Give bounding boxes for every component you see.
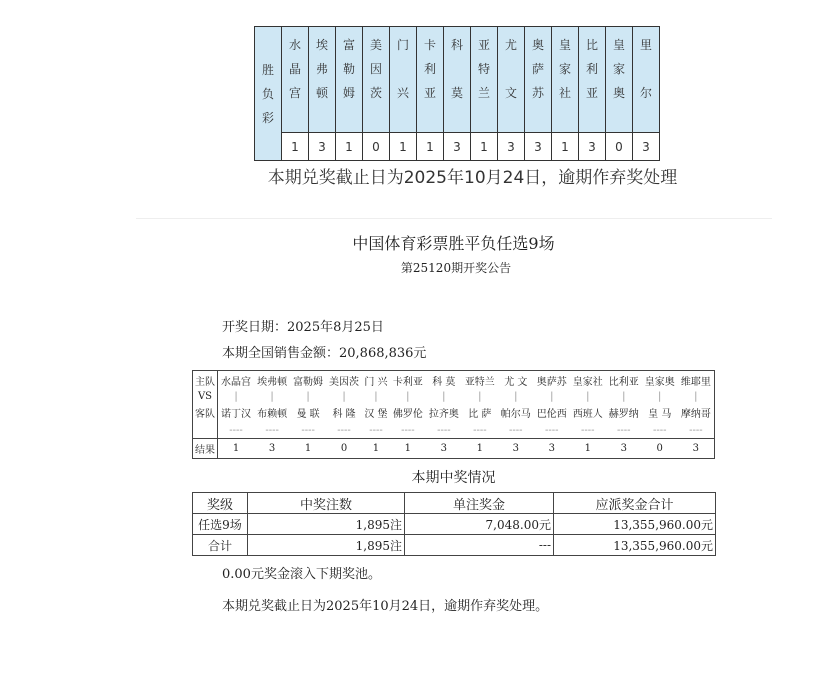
prize-row — [193, 535, 716, 556]
match-result: 3 — [678, 439, 715, 459]
match-result: 1 — [462, 439, 498, 459]
match-result: 1 — [290, 439, 326, 459]
col-header: 单注奖金 — [405, 493, 554, 514]
lottery-type-cell — [255, 27, 282, 161]
col-header: 中奖注数 — [248, 493, 405, 514]
total-prize: 13,355,960.00元 — [554, 514, 716, 535]
vs-separator: | — [550, 391, 554, 403]
team-char: 埃 — [315, 38, 328, 52]
home-team: 维耶里 — [680, 376, 711, 388]
top-results-table — [254, 26, 660, 161]
away-team: 布赖顿 — [257, 409, 288, 421]
away-team: 赫罗纳 — [608, 409, 639, 421]
away-team: 巴伦西 — [536, 409, 567, 421]
team-char: 门 — [396, 38, 409, 52]
team-char: 科 — [450, 38, 463, 52]
team-char: 美 — [369, 38, 382, 52]
team-cell — [336, 27, 363, 133]
prize-level: 合计 — [193, 535, 248, 556]
home-team: 卡利亚 — [392, 376, 423, 388]
dash-separator: ---- — [337, 424, 351, 436]
dash-separator: ---- — [437, 424, 451, 436]
team-cell — [552, 27, 579, 133]
result-row — [193, 439, 715, 459]
team-char: 奥 — [531, 38, 544, 52]
team-cell — [309, 27, 336, 133]
team-char: 苏 — [531, 86, 544, 100]
team-cell — [525, 27, 552, 133]
result-cell: 1 — [336, 133, 363, 161]
match-result: 1 — [218, 439, 255, 459]
team-cell — [390, 27, 417, 133]
team-char: 亚 — [477, 38, 490, 52]
team-char: 兰 — [477, 86, 490, 100]
away-team: 比 萨 — [468, 409, 492, 421]
vs-separator: | — [478, 391, 482, 403]
vs-row — [193, 390, 715, 404]
away-team: 汉 堡 — [364, 409, 388, 421]
team-char: 姆 — [342, 86, 355, 100]
col-header: 奖级 — [193, 493, 248, 514]
dash-separator: ---- — [265, 424, 279, 436]
home-team: 尤 文 — [504, 376, 528, 388]
home-team: 埃弗顿 — [257, 376, 288, 388]
team-char: 宫 — [288, 86, 301, 100]
team-char: 里 — [639, 38, 652, 52]
vs-separator: | — [270, 391, 274, 403]
match-result: 1 — [570, 439, 606, 459]
vs-separator: | — [234, 391, 238, 403]
deadline-notice: 本期兑奖截止日为2025年10月24日，逾期作弃奖处理 — [267, 168, 678, 188]
team-char: 顿 — [315, 86, 328, 100]
header-char: 胜 — [261, 62, 274, 77]
prize-header-row — [193, 493, 716, 514]
vs-separator: | — [406, 391, 410, 403]
team-char: 萨 — [531, 62, 544, 76]
away-team: 皇 马 — [648, 409, 672, 421]
away-team: 科 隆 — [332, 409, 356, 421]
spacer-label — [193, 422, 218, 439]
match-result: 1 — [390, 439, 426, 459]
dash-separator: ---- — [689, 424, 703, 436]
result-cell: 1 — [417, 133, 444, 161]
team-char: 勒 — [342, 62, 355, 76]
result-cell: 3 — [444, 133, 471, 161]
dash-separator: ---- — [509, 424, 523, 436]
away-label: 客队 — [193, 403, 218, 422]
team-char — [498, 57, 524, 81]
home-row — [193, 371, 715, 390]
match-result: 3 — [606, 439, 642, 459]
prize-level: 任选9场 — [193, 514, 248, 535]
header-char: 负 — [261, 86, 274, 101]
team-cell — [417, 27, 444, 133]
team-char: 文 — [504, 86, 517, 100]
team-char: 富 — [342, 38, 355, 52]
winner-count: 1,895注 — [248, 535, 405, 556]
dash-separator: ---- — [545, 424, 559, 436]
vs-separator: | — [658, 391, 662, 403]
vs-label: VS — [193, 390, 218, 404]
team-char: 社 — [558, 86, 571, 100]
team-char: 比 — [585, 38, 598, 52]
dash-separator: ---- — [652, 424, 667, 436]
team-cell — [363, 27, 390, 133]
team-cell — [633, 27, 660, 133]
match-result: 0 — [326, 439, 362, 459]
vs-separator: | — [514, 391, 518, 403]
away-team: 西班人 — [572, 409, 603, 421]
home-team: 水晶宫 — [221, 376, 252, 388]
team-char: 莫 — [450, 86, 463, 100]
team-char: 茨 — [369, 86, 382, 100]
home-label: 主队 — [193, 371, 218, 390]
match-result: 3 — [426, 439, 462, 459]
team-char: 因 — [369, 62, 382, 76]
result-cell: 3 — [498, 133, 525, 161]
header-char: 彩 — [261, 110, 274, 125]
team-char: 尔 — [639, 86, 652, 100]
team-char: 利 — [423, 62, 436, 76]
divider — [136, 218, 772, 219]
team-char: 兴 — [396, 86, 409, 100]
draw-date: 开奖日期：2025年8月25日 — [222, 320, 384, 335]
team-char: 亚 — [423, 86, 436, 100]
announcement-title: 中国体育彩票胜平负任选9场 — [352, 234, 555, 253]
result-cell: 3 — [309, 133, 336, 161]
vs-separator: | — [586, 391, 590, 403]
team-char: 水 — [288, 38, 301, 52]
result-cell: 1 — [552, 133, 579, 161]
spacer-row — [193, 422, 715, 439]
match-result: 0 — [642, 439, 678, 459]
rollover-note: 0.00元奖金滚入下期奖池。 — [222, 567, 381, 582]
unit-prize: 7,048.00元 — [405, 514, 554, 535]
home-team: 比利亚 — [608, 376, 639, 388]
away-team: 帕尔马 — [500, 409, 531, 421]
team-cell — [498, 27, 525, 133]
vs-separator: | — [442, 391, 446, 403]
away-team: 诺丁汉 — [221, 409, 252, 421]
match-result: 3 — [534, 439, 570, 459]
team-char: 尤 — [504, 38, 517, 52]
team-names-row — [255, 27, 660, 133]
result-cell: 3 — [633, 133, 660, 161]
team-char: 特 — [477, 62, 490, 76]
match-result: 1 — [362, 439, 390, 459]
vs-separator: | — [622, 391, 626, 403]
col-header: 应派奖金合计 — [554, 493, 716, 514]
winner-count: 1,895注 — [248, 514, 405, 535]
total-prize: 13,355,960.00元 — [554, 535, 716, 556]
away-team: 曼 联 — [296, 409, 320, 421]
team-char: 皇 — [558, 38, 571, 52]
away-team: 摩纳哥 — [680, 409, 711, 421]
away-team: 佛罗伦 — [392, 409, 423, 421]
match-result: 3 — [254, 439, 290, 459]
team-char — [633, 57, 659, 81]
team-cell — [606, 27, 633, 133]
prize-heading: 本期中奖情况 — [411, 470, 496, 486]
home-team: 亚特兰 — [464, 376, 495, 388]
result-cell: 1 — [282, 133, 309, 161]
prize-row — [193, 514, 716, 535]
dash-separator: ---- — [369, 424, 383, 436]
team-char — [444, 57, 470, 81]
team-char: 利 — [585, 62, 598, 76]
result-label: 结果 — [193, 439, 218, 459]
result-cell: 3 — [579, 133, 606, 161]
match-result: 3 — [498, 439, 534, 459]
dash-separator: ---- — [229, 424, 243, 436]
announcement-subtitle: 第25120期开奖公告 — [400, 261, 512, 275]
team-char: 家 — [612, 62, 625, 76]
team-char: 晶 — [288, 62, 301, 76]
vs-separator: | — [374, 391, 378, 403]
dash-separator: ---- — [617, 424, 631, 436]
dash-separator: ---- — [401, 424, 415, 436]
dash-separator: ---- — [581, 424, 595, 436]
team-char — [390, 57, 416, 81]
home-team: 科 莫 — [432, 376, 456, 388]
home-team: 门 兴 — [364, 376, 388, 388]
team-char: 家 — [558, 62, 571, 76]
team-cell — [444, 27, 471, 133]
team-char: 弗 — [315, 62, 328, 76]
away-team: 拉齐奥 — [428, 409, 459, 421]
team-char: 奥 — [612, 86, 625, 100]
home-team: 皇家社 — [572, 376, 603, 388]
team-cell — [282, 27, 309, 133]
unit-prize: --- — [405, 535, 554, 556]
team-char: 卡 — [423, 38, 436, 52]
result-cell: 0 — [606, 133, 633, 161]
result-cell: 0 — [363, 133, 390, 161]
vs-separator: | — [306, 391, 310, 403]
dash-separator: ---- — [301, 424, 315, 436]
vs-separator: | — [342, 391, 346, 403]
away-row — [193, 403, 715, 422]
home-team: 奥萨苏 — [536, 376, 567, 388]
team-cell — [471, 27, 498, 133]
team-cell — [579, 27, 606, 133]
prize-table — [192, 492, 716, 556]
match-table — [192, 370, 715, 459]
results-row — [255, 133, 660, 161]
home-team: 美因茨 — [329, 376, 360, 388]
home-team: 富勒姆 — [293, 376, 324, 388]
result-cell: 1 — [390, 133, 417, 161]
team-char: 亚 — [585, 86, 598, 100]
announcement-deadline: 本期兑奖截止日为2025年10月24日，逾期作弃奖处理。 — [222, 599, 549, 614]
dash-separator: ---- — [473, 424, 487, 436]
vs-separator: | — [694, 391, 698, 403]
result-cell: 3 — [525, 133, 552, 161]
sales-amount: 本期全国销售金额：20,868,836元 — [222, 346, 427, 361]
team-char: 皇 — [612, 38, 625, 52]
home-team: 皇家奥 — [644, 376, 675, 388]
result-cell: 1 — [471, 133, 498, 161]
